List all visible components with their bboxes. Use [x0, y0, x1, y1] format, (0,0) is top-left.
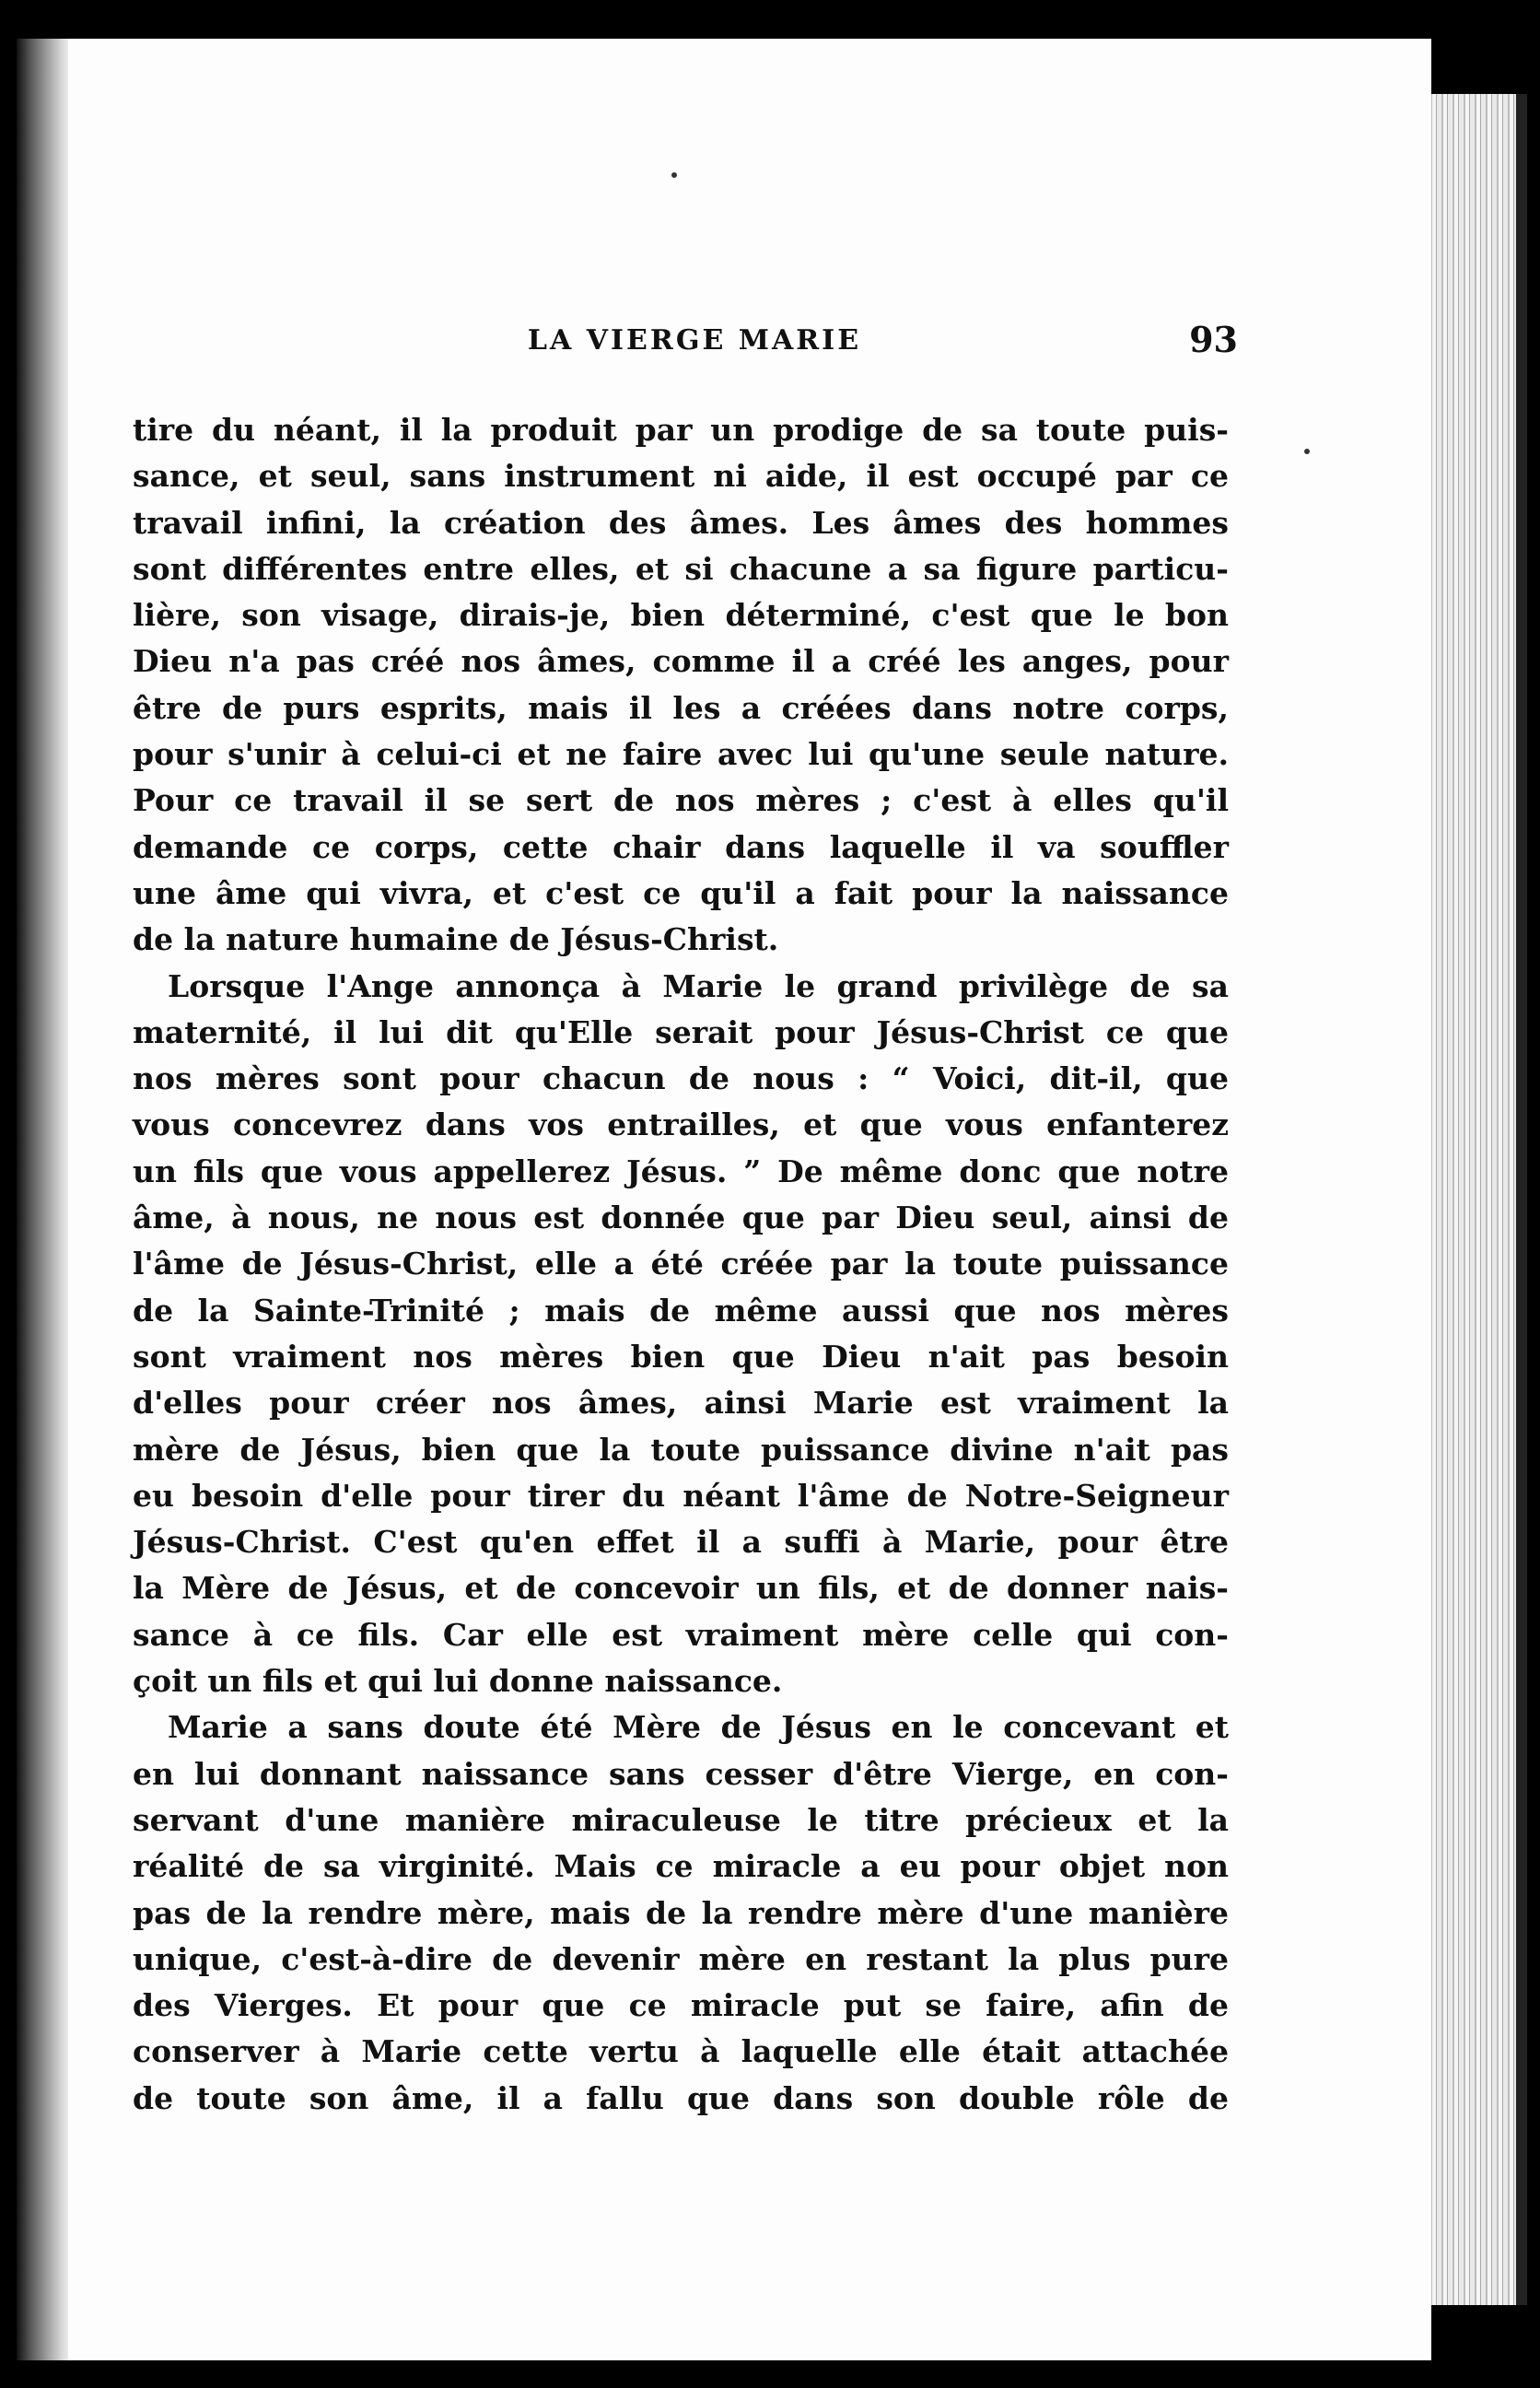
- text-line: unique, c'est-à-dire de devenir mère en restant la plus pure: [133, 1940, 1229, 1977]
- text-line: de la Sainte-Trinité ; mais de même aussi que nos mères: [133, 1292, 1229, 1329]
- text-line: demande ce corps, cette chair dans laquelle il va souffler: [133, 828, 1229, 865]
- text-line: tire du néant, il la produit par un prodige de sa toute puis-: [133, 412, 1229, 448]
- text-line: des Vierges. Et pour que ce miracle put se faire, afin de: [133, 1987, 1229, 2024]
- book-scan: [17, 39, 1509, 2360]
- page-edges: [1426, 94, 1527, 2305]
- text-line: vous concevrez dans vos entrailles, et que vous enfanterez: [133, 1106, 1229, 1143]
- text-line: Jésus-Christ. C'est qu'en effet il a suffi à Marie, pour être: [133, 1524, 1229, 1561]
- book-page: [68, 39, 1431, 2360]
- text-line: sont vraiment nos mères bien que Dieu n'ait pas besoin: [133, 1338, 1229, 1375]
- book-spine-shadow: [17, 39, 70, 2360]
- text-line: de la nature humaine de Jésus-Christ.: [133, 921, 779, 958]
- text-line: un fils que vous appellerez Jésus. ” De même donc que notre: [133, 1153, 1229, 1189]
- text-line: Pour ce travail il se sert de nos mères ; c'est à elles qu'il: [133, 782, 1229, 819]
- body-text: [133, 407, 1229, 2122]
- text-line: l'âme de Jésus-Christ, elle a été créée par la toute puissance: [133, 1246, 1229, 1282]
- text-line: réalité de sa virginité. Mais ce miracle a eu pour objet non: [133, 1848, 1229, 1885]
- text-line: çoit un fils et qui lui donne naissance.: [133, 1663, 783, 1700]
- text-line: de toute son âme, il a fallu que dans son double rôle de: [133, 2079, 1229, 2116]
- text-line: pour s'unir à celui-ci et ne faire avec lui qu'une seule nature.: [133, 736, 1229, 773]
- text-line: être de purs esprits, mais il les a créées dans notre corps,: [133, 689, 1229, 726]
- text-line: servant d'une manière miraculeuse le titre précieux et la: [133, 1801, 1229, 1838]
- text-line: sance, et seul, sans instrument ni aide, il est occupé par ce: [133, 458, 1229, 495]
- scan-speck: [1304, 449, 1310, 454]
- text-line: travail infini, la création des âmes. Les âmes des hommes: [133, 504, 1229, 541]
- text-line: d'elles pour créer nos âmes, ainsi Marie est vraiment la: [133, 1385, 1229, 1422]
- page-number: 93: [1189, 319, 1238, 360]
- text-line: sance à ce fils. Car elle est vraiment mère celle qui con-: [133, 1616, 1229, 1653]
- text-line: Marie a sans doute été Mère de Jésus en le concevant et: [168, 1709, 1229, 1746]
- text-line: nos mères sont pour chacun de nous : “ Voici, dit-il, que: [133, 1060, 1229, 1097]
- text-line: la Mère de Jésus, et de concevoir un fils, et de donner nais-: [133, 1570, 1229, 1607]
- text-line: lière, son visage, dirais-je, bien déterminé, c'est que le bon: [133, 597, 1229, 634]
- text-line: pas de la rendre mère, mais de la rendre mère d'une manière: [133, 1894, 1229, 1931]
- text-line: âme, à nous, ne nous est donnée que par Dieu seul, ainsi de: [133, 1200, 1229, 1236]
- text-line: sont différentes entre elles, et si chacune a sa figure particu-: [133, 550, 1229, 587]
- text-line: mère de Jésus, bien que la toute puissance divine n'ait pas: [133, 1431, 1229, 1468]
- text-line: maternité, il lui dit qu'Elle serait pour Jésus-Christ ce que: [133, 1013, 1229, 1050]
- text-line: une âme qui vivra, et c'est ce qu'il a fait pour la naissance: [133, 874, 1229, 911]
- text-line: en lui donnant naissance sans cesser d'être Vierge, en con-: [133, 1755, 1229, 1792]
- text-line: eu besoin d'elle pour tirer du néant l'âme de Notre-Seigneur: [133, 1477, 1229, 1514]
- running-head: [160, 315, 1238, 370]
- scan-speck: [671, 172, 677, 178]
- text-line: conserver à Marie cette vertu à laquelle elle était attachée: [133, 2033, 1229, 2070]
- text-line: Lorsque l'Ange annonça à Marie le grand privilège de sa: [168, 967, 1229, 1004]
- text-line: Dieu n'a pas créé nos âmes, comme il a créé les anges, pour: [133, 643, 1229, 680]
- running-title: LA VIERGE MARIE: [527, 324, 862, 357]
